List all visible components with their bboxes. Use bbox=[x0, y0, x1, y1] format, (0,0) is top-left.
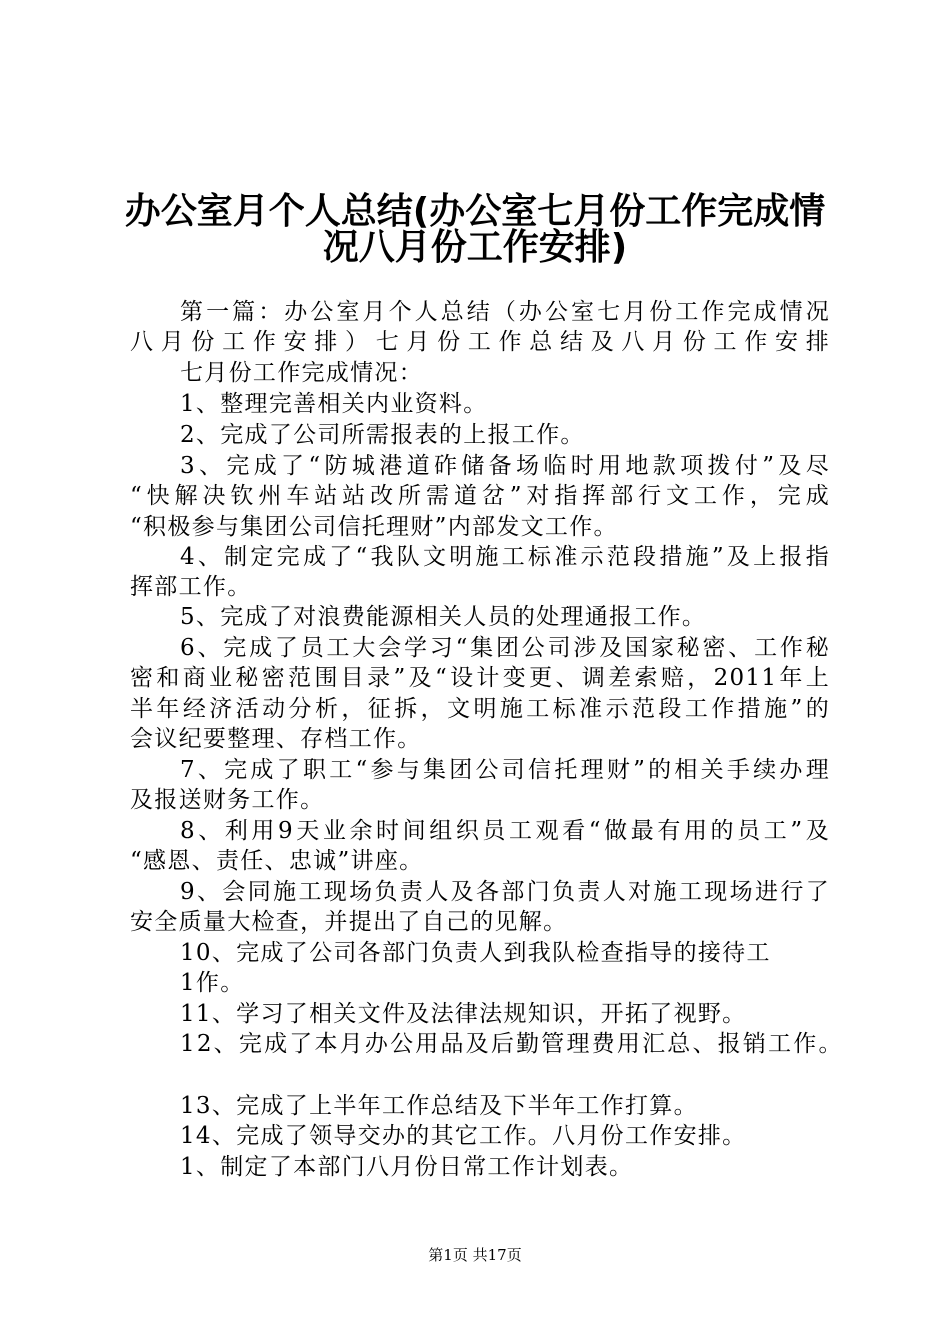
body-line: 1作。 bbox=[180, 970, 245, 996]
body-line: 1、整理完善相关内业资料。 bbox=[180, 391, 488, 417]
body-line: “快解决钦州车站站改所需道岔”对指挥部行文工作，完成 bbox=[130, 483, 830, 509]
body-line: 安全质量大检查，并提出了自己的见解。 bbox=[130, 909, 568, 935]
document-title-line-1: 办公室月个人总结(办公室七月份工作完成情 bbox=[124, 191, 826, 232]
body-line: 11、学习了相关文件及法律法规知识，开拓了视野。 bbox=[180, 1001, 747, 1027]
page-footer: 第1页 共17页 bbox=[428, 1246, 522, 1264]
body-line: 2、完成了公司所需报表的上报工作。 bbox=[180, 422, 585, 448]
body-line: 3、完成了“防城港道砟储备场临时用地款项拨付”及尽 bbox=[180, 453, 830, 479]
body-line: 13、完成了上半年工作总结及下半年工作打算。 bbox=[180, 1093, 698, 1119]
body-line: 会议纪要整理、存档工作。 bbox=[130, 726, 422, 752]
document-title-line-2: 况八月份工作安排) bbox=[322, 227, 628, 268]
body-line: 7、完成了职工“参与集团公司信托理财”的相关手续办理 bbox=[180, 757, 830, 783]
body-line: 及报送财务工作。 bbox=[130, 787, 325, 813]
body-line: 5、完成了对浪费能源相关人员的处理通报工作。 bbox=[180, 604, 707, 630]
body-line: 12、完成了本月办公用品及后勤管理费用汇总、报销工作。 bbox=[180, 1031, 844, 1057]
body-line: “感恩、责任、忠诚”讲座。 bbox=[130, 848, 424, 874]
body-line: 10、完成了公司各部门负责人到我队检查指导的接待工 bbox=[180, 940, 771, 966]
body-line: 八月份工作安排）七月份工作总结及八月份工作安排 bbox=[130, 329, 830, 355]
body-line: 半年经济活动分析，征拆，文明施工标准示范段工作措施”的 bbox=[130, 696, 830, 722]
body-line: 挥部工作。 bbox=[130, 574, 252, 600]
body-line: 9、会同施工现场负责人及各部门负责人对施工现场进行了 bbox=[180, 879, 830, 905]
body-line: 第一篇：办公室月个人总结（办公室七月份工作完成情况 bbox=[180, 299, 830, 325]
body-line: 七月份工作完成情况： bbox=[180, 360, 423, 386]
body-line: “积极参与集团公司信托理财”内部发文工作。 bbox=[130, 514, 618, 540]
body-line: 14、完成了领导交办的其它工作。八月份工作安排。 bbox=[180, 1123, 747, 1149]
body-line: 8、利用9天业余时间组织员工观看“做最有用的员工”及 bbox=[180, 818, 830, 844]
body-line: 密和商业秘密范围目录”及“设计变更、调差索赔，2011年上 bbox=[130, 665, 830, 691]
body-line: 1、制定了本部门八月份日常工作计划表。 bbox=[180, 1154, 634, 1180]
body-line: 6、完成了员工大会学习“集团公司涉及国家秘密、工作秘 bbox=[180, 635, 830, 661]
body-line: 4、制定完成了“我队文明施工标准示范段措施”及上报指 bbox=[180, 544, 830, 570]
